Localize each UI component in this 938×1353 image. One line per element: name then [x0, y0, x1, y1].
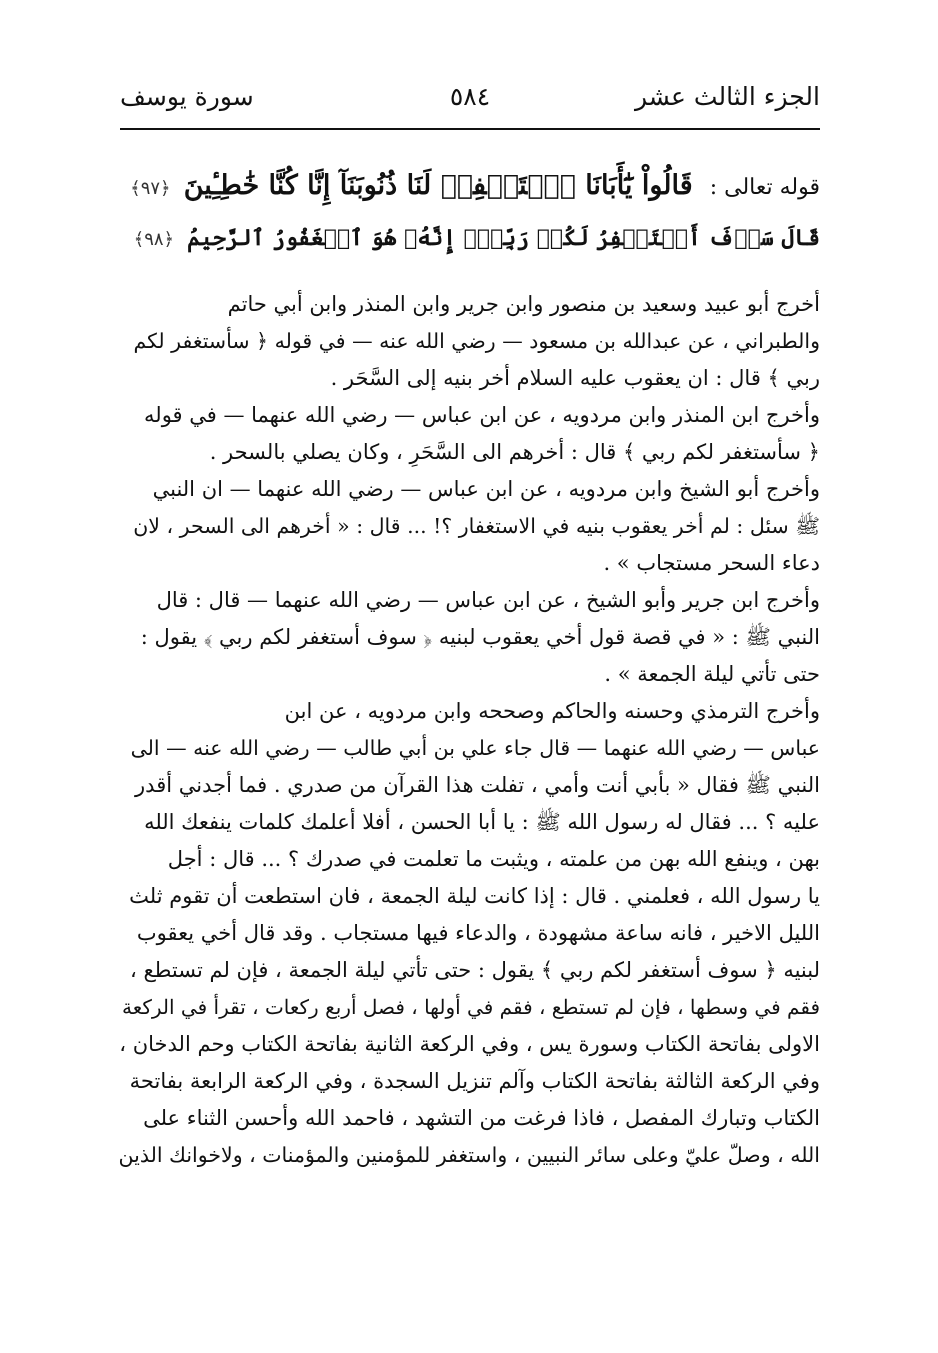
text-line: وأخرج الترمذي وحسنه والحاكم وصححه وابن مردويه ، عن ابن — [284, 699, 820, 723]
text-line: ربي ﴾ قال : ان يعقوب عليه السلام أخر بنيه إلى السَّحَر . — [330, 366, 820, 390]
paragraph — [118, 397, 820, 471]
text-line: الله ، وصلّ عليّ وعلى سائر النبيين ، واستغفر للمؤمنين والمؤمنات ، ولاخوانك الذين — [118, 1143, 820, 1167]
commentary-text — [118, 286, 820, 1174]
text-line: أخرج أبو عبيد وسعيد بن منصور وابن جرير وابن المنذر وابن أبي حاتم — [227, 292, 820, 316]
text-line: عباس — رضي الله عنهما — قال جاء علي بن أبي طالب — رضي الله عنه — الى — [130, 736, 820, 760]
text-line: ﴿ سأستغفر لكم ربي ﴾ قال : أخرهم الى السَّحَرِ ، وكان يصلي بالسحر . — [209, 440, 820, 464]
paragraph — [118, 582, 820, 693]
text-line: فقم في وسطها ، فإن لم تستطع ، فقم في أولها ، فصل أربع ركعات ، تقرأ في الركعة — [122, 995, 820, 1019]
text-line: عليه ؟ ... فقال له رسول الله ﷺ : يا أبا الحسن ، أفلا أعلمك كلمات ينفعك الله — [144, 810, 820, 834]
verse-text: قَالَ سَوۡفَ أَسۡتَغۡفِرُ لَكُمۡ رَبِّيٓۖ إِنَّهُۥ هُوَ ٱلۡغَفُورُ ٱلرَّحِيمُ — [187, 225, 820, 251]
running-header — [120, 76, 820, 120]
header-divider — [120, 128, 820, 130]
verse-line — [118, 212, 820, 264]
text-line: والطبراني ، عن عبدالله بن مسعود — رضي الله عنه — في قوله ﴿ سأستغفر لكم — [133, 329, 820, 353]
verse-line — [118, 160, 820, 212]
text-line: يا رسول الله ، فعلمني . قال : إذا كانت ليلة الجمعة ، فان استطعت أن تقوم ثلث — [129, 884, 820, 908]
part-title: الجزء الثالث عشر — [634, 82, 820, 111]
page-number: ٥٨٤ — [449, 82, 491, 111]
verse-text: قَالُواْ يَٰٓأَبَانَا ٱسۡتَغۡفِرۡ لَنَا ذُنُوبَنَآ إِنَّا كُنَّا خَٰطِـِٔينَ — [183, 170, 693, 201]
paragraph — [118, 471, 820, 582]
text-line: الليل الاخير ، فانه ساعة مشهودة ، والدعاء فيها مستجاب . وقد قال أخي يعقوب — [136, 921, 820, 945]
text-line: بهن ، وينفع الله بهن من علمته ، ويثبت ما تعلمت في صدرك ؟ ... قال : أجل — [167, 847, 820, 871]
verse-intro: قوله تعالى : — [709, 175, 820, 200]
text-line: دعاء السحر مستجاب » . — [603, 551, 820, 575]
text-line: النبي ﷺ فقال « بأبي أنت وأمي ، تفلت هذا القرآن من صدري . فما أجدني أقدر — [135, 773, 820, 797]
ayah-number: ﴿٩٧﴾ — [130, 178, 171, 199]
text-line: ﷺ سئل : لم أخر يعقوب بنيه في الاستغفار ؟! ... قال : « أخرهم الى السحر ، لان — [133, 514, 820, 538]
text-line: الاولى بفاتحة الكتاب وسورة يس ، وفي الركعة الثانية بفاتحة الكتاب وحم الدخان ، — [119, 1032, 820, 1056]
text-line: وفي الركعة الثالثة بفاتحة الكتاب وآلم تنزيل السجدة ، وفي الركعة الرابعة بفاتحة — [129, 1069, 820, 1093]
paragraph — [118, 286, 820, 397]
text-line: وأخرج ابن جرير وأبو الشيخ ، عن ابن عباس — رضي الله عنهما — قال : قال — [156, 588, 820, 612]
text-line: وأخرج ابن المنذر وابن مردويه ، عن ابن عباس — رضي الله عنهما — في قوله — [144, 403, 820, 427]
ayah-number: ﴿٩٨﴾ — [133, 229, 175, 250]
text-line: النبي ﷺ : « في قصة قول أخي يعقوب لبنيه ﴿ سوف أستغفر لكم ربي ﴾ يقول : — [140, 625, 820, 649]
quran-verse-block — [118, 160, 820, 264]
text-line: لبنيه ﴿ سوف أستغفر لكم ربي ﴾ يقول : حتى تأتي ليلة الجمعة ، فإن لم تستطع ، — [130, 958, 820, 982]
text-line: حتى تأتي ليلة الجمعة » . — [604, 662, 820, 686]
text-line: وأخرج أبو الشيخ وابن مردويه ، عن ابن عباس — رضي الله عنهما — ان النبي — [152, 477, 820, 501]
paragraph — [118, 693, 820, 1174]
surah-title: سورة يوسف — [120, 82, 254, 111]
text-line: الكتاب وتبارك المفصل ، فاذا فرغت من التشهد ، فاحمد الله وأحسن الثناء على — [143, 1106, 820, 1130]
